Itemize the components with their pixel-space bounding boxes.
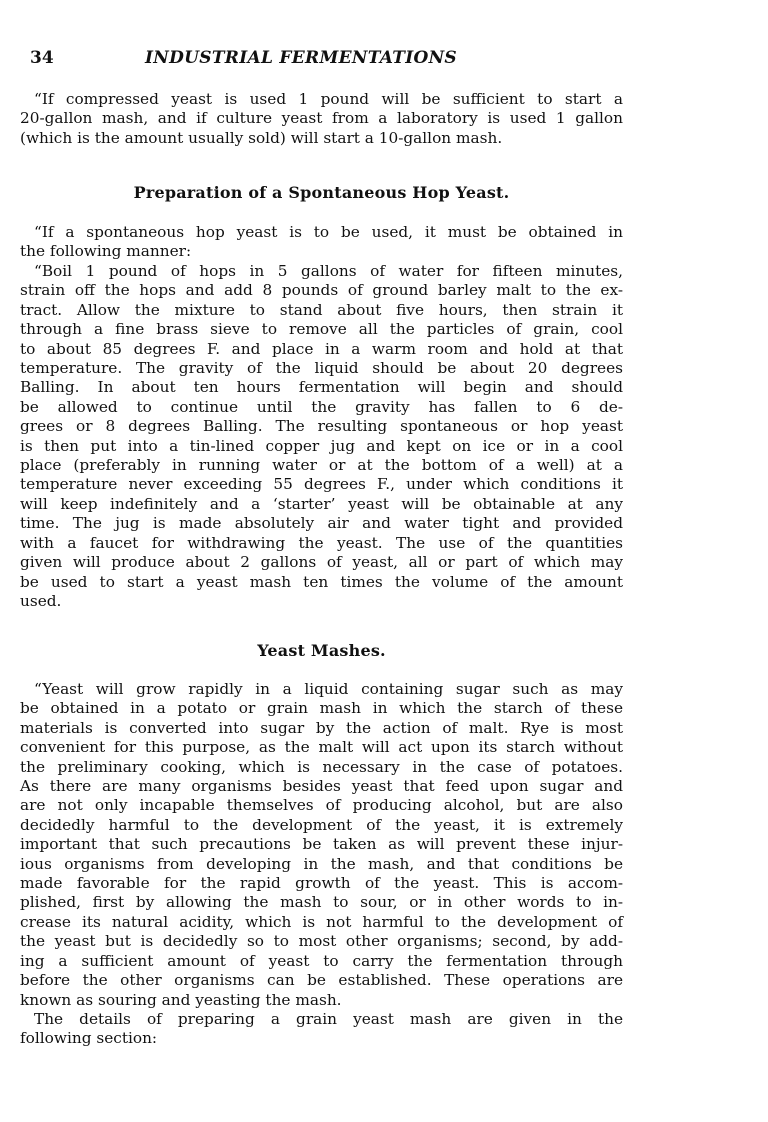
- text-line: 20-gallon mash, and if culture yeast from a laboratory is used 1 gallon: [20, 109, 623, 128]
- text-line: the preliminary cooking, which is necessary in the case of potatoes.: [20, 757, 623, 776]
- text-line: be obtained in a potato or grain mash in which the starch of these: [20, 699, 623, 718]
- text-line: ing a sufficient amount of yeast to carry the fermentation through: [20, 951, 623, 970]
- text-line: tract. Allow the mixture to stand about five hours, then strain it: [20, 300, 623, 319]
- text-line: before the other organisms can be established. These operations are: [20, 971, 623, 990]
- text-line: the following manner:: [20, 242, 192, 261]
- text-line: the yeast but is decidedly so to most other organisms; second, by add-: [20, 932, 623, 951]
- text-line: “Boil 1 pound of hops in 5 gallons of water for fifteen minutes,: [34, 262, 623, 280]
- section-heading-yeast-mashes: Yeast Mashes.: [257, 641, 386, 660]
- text-line: decidedly harmful to the development of the yeast, it is extremely: [20, 815, 623, 834]
- text-line: Balling. In about ten hours fermentation will begin and should: [20, 378, 623, 397]
- text-line: crease its natural acidity, which is not harmful to the development of: [20, 912, 623, 931]
- text-line: (which is the amount usually sold) will start a 10-gallon mash.: [20, 128, 503, 147]
- text-line: grees or 8 degrees Balling. The resulting spontaneous or hop yeast: [20, 417, 623, 436]
- page-number: 34: [30, 48, 54, 68]
- text-line: materials is converted into sugar by the action of malt. Rye is most: [20, 718, 623, 737]
- text-line: are not only incapable themselves of producing alcohol, but are also: [20, 796, 623, 815]
- text-line: temperature. The gravity of the liquid should be about 20 degrees: [20, 359, 623, 378]
- text-line: known as souring and yeasting the mash.: [20, 990, 342, 1009]
- text-line: “If a spontaneous hop yeast is to be used, it must be obtained in: [34, 223, 623, 241]
- paragraph-spontaneous-intro: [20, 223, 623, 262]
- text-line: plished, first by allowing the mash to sour, or in other words to in-: [20, 893, 623, 912]
- text-line: As there are many organisms besides yeast that feed upon sugar and: [20, 777, 623, 796]
- section-heading-hop-yeast: Preparation of a Spontaneous Hop Yeast.: [133, 183, 510, 202]
- text-line: be allowed to continue until the gravity has fallen to 6 de-: [20, 397, 623, 416]
- text-line: made favorable for the rapid growth of the yeast. This is accom-: [20, 874, 623, 893]
- running-head: INDUSTRIAL FERMENTATIONS: [145, 48, 458, 68]
- text-line: “Yeast will grow rapidly in a liquid containing sugar such as may: [34, 680, 623, 698]
- text-line: place (preferably in running water or at the bottom of a well) at a: [20, 456, 623, 475]
- text-line: “If compressed yeast is used 1 pound will be sufficient to start a: [34, 90, 623, 108]
- text-line: be used to start a yeast mash ten times the volume of the amount: [20, 572, 623, 591]
- text-line: through a fine brass sieve to remove all the particles of grain, cool: [20, 320, 623, 339]
- text-line: time. The jug is made absolutely air and water tight and provided: [20, 514, 623, 533]
- text-line: The details of preparing a grain yeast mash are given in the: [34, 1010, 623, 1028]
- text-line: important that such precautions be taken as will prevent these injur-: [20, 835, 623, 854]
- text-line: will keep indefinitely and a ‘starter’ yeast will be obtainable at any: [20, 494, 623, 513]
- text-line: strain off the hops and add 8 pounds of ground barley malt to the ex-: [20, 281, 623, 300]
- text-line: used.: [20, 591, 62, 610]
- text-line: with a faucet for withdrawing the yeast. The use of the quantities: [20, 533, 623, 552]
- paragraph-boil-hops: [20, 262, 623, 611]
- paragraph-compressed-yeast: [20, 90, 623, 148]
- paragraph-yeast-mashes: [20, 680, 623, 1010]
- text-line: temperature never exceeding 55 degrees F., under which conditions it: [20, 475, 623, 494]
- text-line: following section:: [20, 1029, 158, 1048]
- page-header: [30, 48, 630, 74]
- paragraph-grain-mash-details: [20, 1010, 623, 1049]
- text-line: given will produce about 2 gallons of yeast, all or part of which may: [20, 553, 623, 572]
- text-line: convenient for this purpose, as the malt will act upon its starch without: [20, 738, 623, 757]
- text-line: to about 85 degrees F. and place in a warm room and hold at that: [20, 339, 623, 358]
- text-line: ious organisms from developing in the mash, and that conditions be: [20, 854, 623, 873]
- text-line: is then put into a tin-lined copper jug and kept on ice or in a cool: [20, 436, 623, 455]
